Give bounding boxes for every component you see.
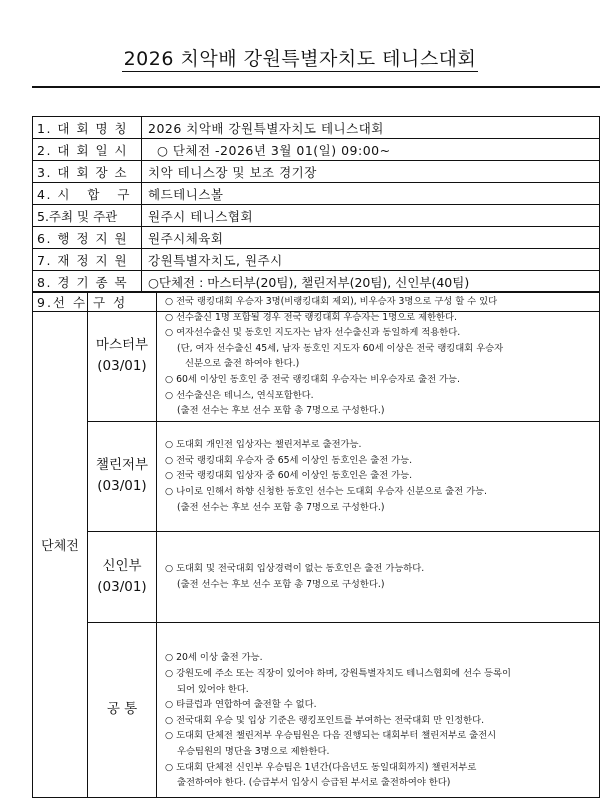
category-master (88, 292, 157, 422)
page-title-text: 2026 치악배 강원특별자치도 테니스대회 (123, 48, 477, 70)
category-name: 챌린저부 (95, 457, 149, 474)
info-value: 강원특별자치도, 원주시 (142, 249, 600, 271)
category-common (88, 622, 157, 797)
rule-line: ○ 전국대회 우승 및 입상 기준은 랭킹포인트를 부여하는 전국대회 만 인정한다. (165, 714, 485, 726)
section-label: 9.선 수 구 성 (33, 293, 600, 312)
info-label: 3. 대 회 장 소 (33, 161, 142, 183)
info-row (33, 117, 600, 139)
rule-line: (출전 선수는 후보 선수 포함 총 7명으로 구성한다.) (177, 501, 385, 513)
category-name: 신인부 (102, 557, 142, 574)
rule-line: ○ 여자선수출신 및 동호인 지도자는 남자 선수출신과 동일하게 적용한다. (165, 327, 461, 339)
category-rookie (88, 531, 157, 622)
rule-line: ○ 도대회 개인전 입상자는 챌린저부로 출전가능. (165, 439, 362, 451)
group-label: 단체전 (33, 292, 88, 798)
info-table (32, 116, 600, 312)
category-name: 마스터부 (95, 337, 149, 354)
info-label: 1. 대 회 명 칭 (33, 117, 142, 139)
category-date: (03/01) (97, 358, 147, 375)
category-row-common (33, 622, 600, 797)
title-divider (32, 86, 600, 88)
info-label: 6. 행 정 지 원 (33, 227, 142, 249)
category-row-master (33, 292, 600, 422)
rule-line: (단, 여자 선수출신 45세, 남자 동호인 지도자 60세 이상은 전국 랭킹대회 우승자 (177, 342, 504, 354)
rule-line: ○ 나이로 인해서 하향 신청한 동호인 선수는 도대회 우승자 신분으로 출전 가능. (165, 486, 487, 498)
rule-line: ○ 타클럽과 연합하여 출전할 수 없다. (165, 699, 317, 711)
info-label: 4. 시 합 구 (33, 183, 142, 205)
category-row-rookie (33, 531, 600, 622)
rule-line: ○ 전국 랭킹대회 우승자 3명(비랭킹대회 제외), 비우승자 3명으로 구성 할 수 있다 (165, 296, 498, 307)
info-label: 5.주최 및 주관 (33, 205, 142, 227)
category-challenger (88, 421, 157, 531)
category-row-challenger (33, 421, 600, 531)
rule-line: ○ 60세 이상인 동호인 중 전국 랭킹대회 우승자는 비우승자로 출전 가능. (165, 373, 460, 385)
info-row (33, 183, 600, 205)
page-title (0, 44, 600, 71)
rule-line: ○ 선수출신은 테니스, 연식포함한다. (165, 389, 314, 401)
category-rules-common (157, 622, 600, 797)
info-value: 치악 테니스장 및 보조 경기장 (142, 161, 600, 183)
info-row (33, 227, 600, 249)
rule-line: ○ 20세 이상 출전 가능. (165, 652, 263, 664)
info-value: 원주시체육회 (142, 227, 600, 249)
category-rules-rookie (157, 531, 600, 622)
category-rules-master (157, 292, 600, 422)
rule-line: ○ 강원도에 주소 또는 직장이 있어야 하며, 강원특별자치도 테니스협회에 선수 등록이 (165, 668, 511, 679)
info-row (33, 161, 600, 183)
rule-line: ○ 선수출신 1명 포함될 경우 전국 랭킹대회 우승자는 1명으로 제한한다. (165, 311, 457, 323)
category-date: (03/01) (97, 578, 147, 595)
info-row (33, 139, 600, 161)
roster-table (32, 291, 600, 798)
rule-line: 출전하여야 한다. (승급부서 입상시 승급된 부서로 출전하여야 한다) (177, 777, 451, 789)
rule-line: (출전 선수는 후보 선수 포함 총 7명으로 구성한다.) (177, 405, 385, 417)
rule-line: ○ 도대회 단체전 챌린저부 우승팀원은 다음 진행되는 대회부터 챌린저부로 출전시 (165, 730, 497, 742)
category-date: (03/01) (97, 478, 147, 495)
rule-line: ○ 전국 랭킹대회 입상자 중 60세 이상인 동호인은 출전 가능. (165, 470, 413, 482)
rule-line: 되어 있어야 한다. (177, 683, 249, 695)
info-value: 헤드테니스볼 (142, 183, 600, 205)
rule-line: ○ 도대회 및 전국대회 입상경력이 없는 동호인은 출전 가능하다. (165, 563, 425, 575)
info-row (33, 205, 600, 227)
info-row (33, 249, 600, 271)
info-label: 8. 경 기 종 목 (33, 271, 142, 293)
info-value: 원주시 테니스협회 (142, 205, 600, 227)
info-value: 2026 치악배 강원특별자치도 테니스대회 (142, 117, 600, 139)
rule-line: 우승팀원의 명단을 3명으로 제한한다. (177, 745, 330, 757)
info-value: ○단체전 : 마스터부(20팀), 챌린저부(20팀), 신인부(40팀) (142, 271, 600, 293)
rule-line: ○ 전국 랭킹대회 우승자 중 65세 이상인 동호인은 출전 가능. (165, 454, 413, 466)
info-row (33, 271, 600, 293)
info-label: 2. 대 회 일 시 (33, 139, 142, 161)
info-label: 7. 재 정 지 원 (33, 249, 142, 271)
rule-line: (출전 선수는 후보 선수 포함 총 7명으로 구성한다.) (177, 578, 385, 590)
rule-line: 신분으로 출전 하여야 한다.) (185, 358, 300, 370)
category-name: 공 통 (106, 701, 138, 718)
rule-line: ○ 도대회 단체전 신인부 우승팀은 1년간(다음년도 동일대회까지) 챌린저부로 (165, 761, 477, 773)
info-value: ○ 단체전 -2026년 3월 01(일) 09:00~ (142, 139, 600, 161)
category-rules-challenger (157, 421, 600, 531)
